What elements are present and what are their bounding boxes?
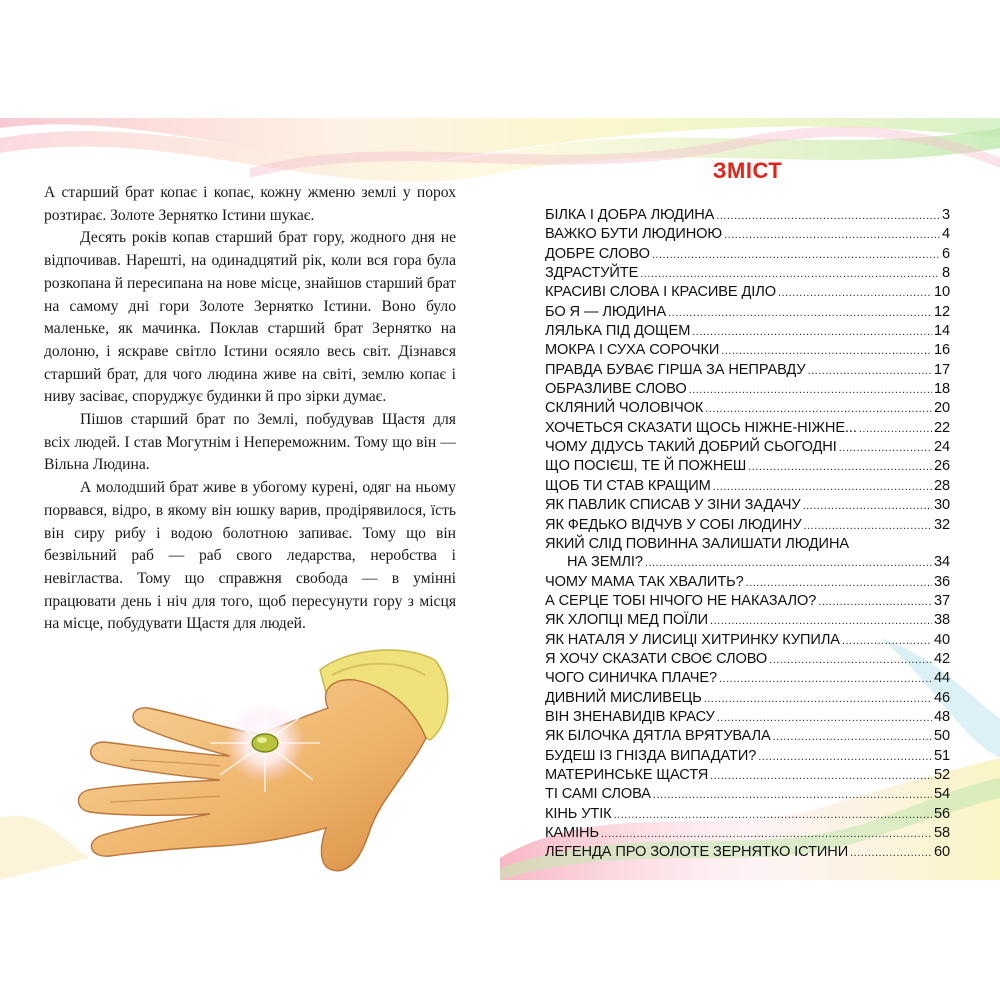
- toc-entry-title: ЯК БІЛОЧКА ДЯТЛА ВРЯТУВАЛА: [545, 728, 771, 745]
- toc-entry: [545, 843, 950, 862]
- toc-entry-title: ЯК ПАВЛИК СПИСАВ У ЗІНИ ЗАДАЧУ: [545, 497, 801, 514]
- toc-entry: [545, 206, 950, 225]
- toc-entry: [545, 805, 950, 824]
- toc-page-number: 38: [933, 612, 950, 629]
- story-paragraph: А молодший брат живе в убогому курені, одяг на ньому порвався, відро, в якому він юшку варив, продірявилося, їсть він сиру рибу і водою болотною запиває. Тому що він безвільний раб — раб свого ледарства, неробства і невігластва. Тому що справжня свобода — в умінні працювати день і ніч для того, щоб пересунути гору з місця на місце, побудувати Щастя для людей.: [44, 479, 456, 633]
- toc-entry: [545, 592, 950, 611]
- toc-leader-dots: [778, 284, 932, 302]
- toc-page-number: 18: [933, 381, 950, 398]
- toc-leader-dots: [652, 246, 940, 264]
- toc-page-number: 10: [933, 284, 950, 301]
- toc-entry-title: БІЛКА І ДОБРА ЛЮДИНА: [545, 207, 715, 223]
- toc-page-number: 30: [933, 497, 950, 514]
- toc-entry-title: ЛЕГЕНДА ПРО ЗОЛОТЕ ЗЕРНЯТКО ІСТИНИ: [545, 844, 849, 861]
- toc-entry: [545, 245, 950, 264]
- toc-page-number: 8: [941, 265, 950, 282]
- toc-leader-dots: [713, 478, 932, 496]
- toc-entry: [545, 399, 950, 418]
- toc-entry-title: ТІ САМІ СЛОВА: [545, 786, 651, 803]
- toc-entry: [545, 747, 950, 766]
- toc-page-number: 60: [933, 844, 950, 861]
- toc-page-number: 12: [933, 303, 950, 320]
- toc-page-number: 17: [933, 361, 950, 378]
- toc-leader-dots: [773, 728, 932, 746]
- toc-title: ЗМІСТ: [712, 158, 783, 183]
- toc-entry-title: ДОБРЕ СЛОВО: [545, 245, 650, 262]
- hand-illustration: [70, 630, 470, 880]
- toc-leader-dots: [710, 612, 932, 630]
- toc-page-number: 32: [933, 516, 950, 533]
- toc-entry: [545, 283, 950, 302]
- toc-leader-dots: [859, 420, 932, 438]
- toc-leader-dots: [839, 439, 932, 457]
- toc-entry: [545, 573, 950, 592]
- toc-page-number: 16: [933, 342, 950, 359]
- toc-page-number: 46: [933, 689, 950, 706]
- toc-entry-title: Я ХОЧУ СКАЗАТИ СВОЄ СЛОВО: [545, 650, 768, 667]
- toc-leader-dots: [704, 690, 932, 708]
- toc-leader-dots: [710, 767, 932, 785]
- toc-page-number: 28: [933, 477, 950, 494]
- toc-entry-title: ЯКИЙ СЛІД ПОВИННА ЗАЛИШАТИ ЛЮДИНА: [545, 535, 850, 552]
- toc-entry-title: МОКРА І СУХА СОРОЧКИ: [545, 342, 720, 359]
- story-paragraph: Пішов старший брат по Землі, побудував Щастя для всіх людей. І став Могутнім і Непереможним. Тому що він — Вільна Людина.: [44, 411, 456, 474]
- toc-page-number: 51: [933, 747, 950, 764]
- toc-page-number: 37: [933, 592, 950, 609]
- toc-page-number: 26: [933, 458, 950, 475]
- book-spread: [0, 118, 1000, 880]
- toc-leader-dots: [748, 458, 932, 476]
- toc-entry: [545, 477, 950, 496]
- toc-entry-title: А СЕРЦЕ ТОБІ НІЧОГО НЕ НАКАЗАЛО?: [545, 592, 817, 609]
- toc-entry: [545, 438, 950, 457]
- toc-entry: [545, 322, 950, 341]
- toc-leader-dots: [769, 651, 932, 669]
- toc-entry: [545, 535, 950, 573]
- toc-page-number: 58: [933, 825, 950, 841]
- toc-page-number: 22: [933, 419, 950, 436]
- toc-page-number: 14: [933, 323, 950, 340]
- toc-leader-dots: [724, 226, 940, 244]
- toc-entry-title: ЩОБ ТИ СТАВ КРАЩИМ: [545, 477, 711, 494]
- toc-entry: [545, 650, 950, 669]
- story-paragraph: Десять років копав старший брат гору, жодного дня не відпочивав. Нарешті, на одинадцятий рік, коли вся гора була розкопана й пересипана на нове місце, знайшов старший брат на самому дні гори Золоте Зернятко Істини. Воно було маленьке, як мачинка. Поклав старший брат Зернятко на долоню, і яскраве світло Істини осяяло весь світ. Дізнався старший брат, для чого людина живе на світі, землю копає і ниву засіває, споруджує будинки й про зірки думає.: [44, 229, 456, 406]
- toc-leader-dots: [842, 632, 932, 650]
- toc-leader-dots: [717, 709, 932, 727]
- toc-entry-title: КАМІНЬ: [545, 825, 599, 841]
- toc-entry: [545, 516, 950, 535]
- toc-leader-dots: [653, 786, 932, 804]
- toc-page-number: 54: [933, 786, 950, 803]
- toc-entry: [545, 824, 950, 843]
- toc-entry: [545, 611, 950, 630]
- toc-entry: [545, 785, 950, 804]
- toc-entry-title-cont: НА ЗЕМЛІ?: [567, 554, 643, 571]
- toc-leader-dots: [818, 593, 932, 611]
- toc-entry-title: ЧОМУ МАМА ТАК ХВАЛИТЬ?: [545, 573, 744, 590]
- toc-entry-title: ЛЯЛЬКА ПІД ДОЩЕМ: [545, 323, 691, 340]
- toc-leader-dots: [716, 207, 940, 225]
- toc-entry: [545, 631, 950, 650]
- toc-leader-dots: [721, 342, 932, 360]
- toc-entry: [545, 225, 950, 244]
- toc-entry: [545, 496, 950, 515]
- toc-leader-dots: [746, 574, 932, 592]
- toc-entry: [545, 303, 950, 322]
- toc-page-number: 24: [933, 439, 950, 456]
- toc-page-number: 56: [933, 805, 950, 822]
- toc-page-number: 6: [941, 245, 950, 262]
- toc-entry-title: КРАСИВІ СЛОВА І КРАСИВЕ ДІЛО: [545, 284, 776, 301]
- toc-entry-title: ЧОГО СИНИЧКА ПЛАЧЕ?: [545, 670, 717, 687]
- toc-leader-dots: [803, 497, 932, 515]
- toc-entry-title: ВІН ЗНЕНАВИДІВ КРАСУ: [545, 708, 715, 725]
- toc-entry: [545, 727, 950, 746]
- toc-entry-title: МАТЕРИНСЬКЕ ЩАСТЯ: [545, 766, 709, 783]
- toc-entry-title: БО Я — ЛЮДИНА: [545, 303, 667, 320]
- toc-entry: [545, 457, 950, 476]
- toc-page-number: 52: [933, 766, 950, 783]
- toc-entry: [545, 419, 950, 438]
- toc-leader-dots: [645, 554, 932, 572]
- toc-entry-title: ПРАВДА БУВАЄ ГІРША ЗА НЕПРАВДУ: [545, 361, 806, 378]
- toc-entry-title: БУДЕШ ІЗ ГНІЗДА ВИПАДАТИ?: [545, 747, 757, 764]
- table-of-contents: [545, 206, 950, 863]
- toc-page-number: 42: [933, 650, 950, 667]
- toc-entry: [545, 264, 950, 283]
- toc-entry-title: ЩО ПОСІЄШ, ТЕ Й ПОЖНЕШ: [545, 458, 747, 475]
- story-text: [44, 182, 456, 636]
- toc-entry: [545, 669, 950, 688]
- toc-leader-dots: [705, 400, 932, 418]
- toc-leader-dots: [601, 825, 932, 843]
- toc-page-number: 44: [933, 670, 950, 687]
- toc-leader-dots: [808, 362, 932, 380]
- toc-entry-title: ОБРАЗЛИВЕ СЛОВО: [545, 381, 687, 398]
- toc-entry: [545, 689, 950, 708]
- toc-leader-dots: [668, 304, 932, 322]
- toc-entry-title: ДИВНИЙ МИСЛИВЕЦЬ: [545, 689, 702, 706]
- toc-entry-title: ЗДРАСТУЙТЕ: [545, 265, 639, 282]
- toc-entry-title: ВАЖКО БУТИ ЛЮДИНОЮ: [545, 226, 723, 243]
- toc-page-number: 48: [933, 708, 950, 725]
- toc-page-number: 34: [933, 554, 950, 571]
- toc-page-number: 3: [941, 207, 950, 223]
- toc-entry-title: ЯК ХЛОПЦІ МЕД ПОЇЛИ: [545, 612, 709, 629]
- toc-page-number: 20: [933, 400, 950, 417]
- toc-entry-title: ЯК ФЕДЬКО ВІДЧУВ У СОБІ ЛЮДИНУ: [545, 516, 802, 533]
- toc-entry-title: СКЛЯНИЙ ЧОЛОВІЧОК: [545, 400, 704, 417]
- toc-leader-dots: [692, 323, 932, 341]
- toc-leader-dots: [804, 517, 932, 535]
- toc-entry: [545, 708, 950, 727]
- toc-leader-dots: [614, 806, 932, 824]
- toc-leader-dots: [689, 381, 932, 399]
- toc-leader-dots: [758, 748, 932, 766]
- toc-page-number: 50: [933, 728, 950, 745]
- toc-page-number: 36: [933, 573, 950, 590]
- toc-leader-dots: [850, 844, 932, 862]
- toc-page-number: 40: [933, 631, 950, 648]
- toc-leader-dots: [640, 265, 940, 283]
- toc-entry: [545, 380, 950, 399]
- toc-entry-title: ХОЧЕТЬСЯ СКАЗАТИ ЩОСЬ НІЖНЕ-НІЖНЕ...: [545, 419, 857, 436]
- toc-page-number: 4: [941, 226, 950, 243]
- toc-entry-title: КІНЬ УТІК: [545, 805, 612, 822]
- toc-entry: [545, 766, 950, 785]
- toc-entry: [545, 341, 950, 360]
- toc-entry: [545, 361, 950, 380]
- glowing-seed-icon: [252, 734, 278, 752]
- toc-entry-title: ЧОМУ ДІДУСЬ ТАКИЙ ДОБРИЙ СЬОГОДНІ: [545, 439, 837, 456]
- toc-entry-title: ЯК НАТАЛЯ У ЛИСИЦІ ХИТРИНКУ КУПИЛА: [545, 631, 840, 648]
- toc-leader-dots: [719, 670, 932, 688]
- story-paragraph: А старший брат копає і копає, кожну жменю землі у порох розтирає. Золоте Зернятко Істини шукає.: [44, 184, 456, 224]
